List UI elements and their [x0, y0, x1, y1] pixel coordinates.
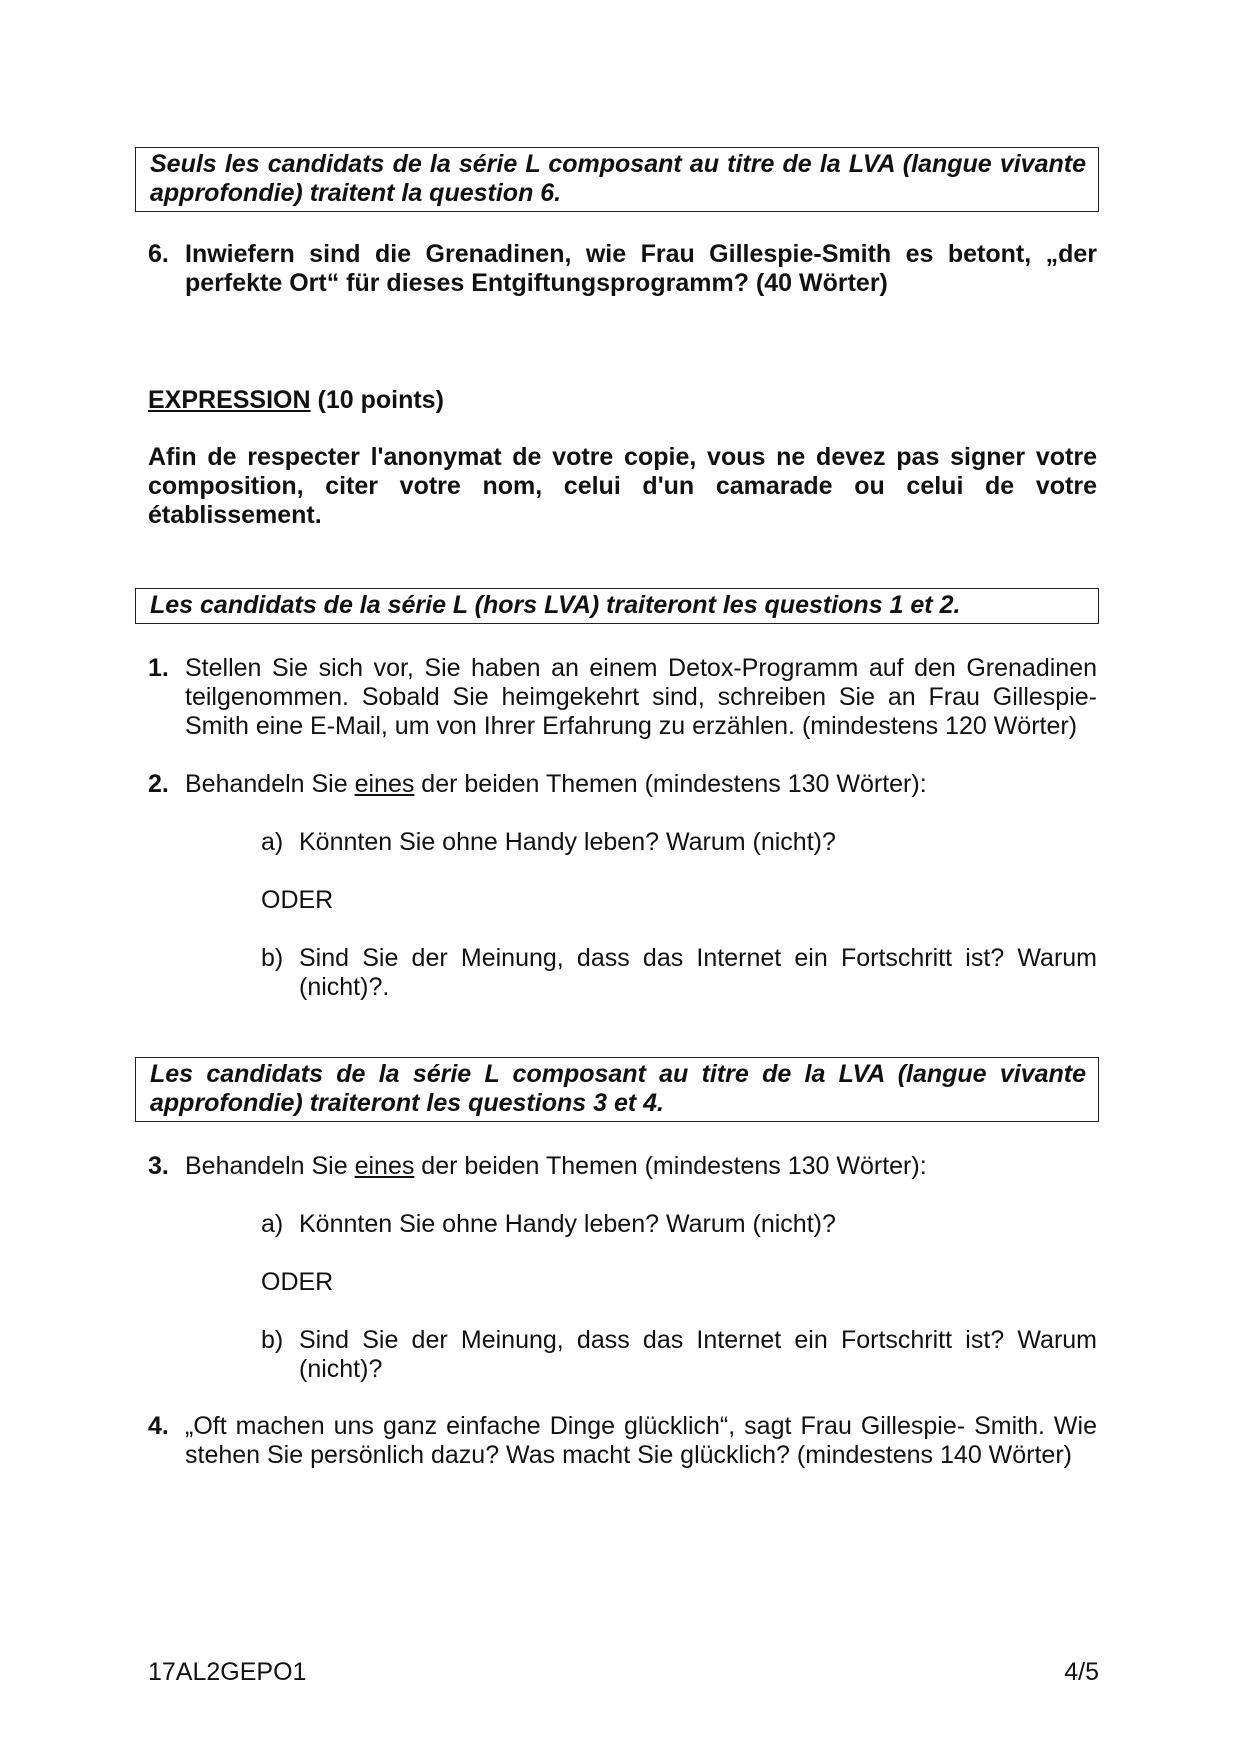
footer-page-number: 4/5 — [1064, 1658, 1099, 1686]
question-2-b-text: Sind Sie der Meinung, dass das Internet ein Fortschritt ist? Warum (nicht)?. — [299, 944, 1097, 1001]
question-2-underlined: eines — [354, 770, 415, 798]
question-3-pre: Behandeln Sie — [185, 1152, 355, 1180]
question-4-text: „Oft machen uns ganz einfache Dinge glücklich“, sagt Frau Gillespie- Smith. Wie stehen Sie persönlich dazu? Was macht Sie glücklich? (mindestens 140 Wörter) — [185, 1412, 1097, 1469]
footer-code: 17AL2GEPO1 — [148, 1658, 307, 1686]
question-3-b-label: b) — [261, 1326, 284, 1354]
question-2-pre: Behandeln Sie — [185, 770, 355, 798]
lva-questions-box — [135, 1057, 1099, 1122]
question-2-text — [185, 770, 1097, 799]
question-2-oder: ODER — [261, 886, 334, 914]
question-3-b-text: Sind Sie der Meinung, dass das Internet ein Fortschritt ist? Warum (nicht)? — [299, 1326, 1097, 1383]
question-3-oder: ODER — [261, 1268, 334, 1296]
non-lva-box — [135, 588, 1099, 624]
question-3-a-text: Könnten Sie ohne Handy leben? Warum (nicht)? — [299, 1210, 836, 1238]
lva-notice-box — [135, 147, 1099, 212]
question-3-post: der beiden Themen (mindestens 130 Wörter): — [414, 1152, 927, 1180]
question-2-a-text: Könnten Sie ohne Handy leben? Warum (nicht)? — [299, 828, 836, 856]
expression-heading — [148, 386, 444, 415]
question-6-number: 6. — [148, 240, 169, 268]
question-3-number: 3. — [148, 1152, 169, 1180]
question-1-text: Stellen Sie sich vor, Sie haben an einem Detox-Programm auf den Grenadinen teilgenommen. Sobald Sie heimgekehrt sind, schreiben Sie an Frau Gillespie-Smith eine E-Mail, um von Ihrer Erfahrung zu erzählen. (mindestens 120 Wörter) — [185, 654, 1097, 740]
question-3-a-label: a) — [261, 1210, 284, 1238]
expression-points: (10 points) — [310, 386, 444, 414]
non-lva-box-text: Les candidats de la série L (hors LVA) traiteront les questions 1 et 2. — [150, 591, 961, 619]
question-2-b-label: b) — [261, 944, 284, 972]
expression-title: EXPRESSION — [148, 386, 311, 414]
question-6-text: Inwiefern sind die Grenadinen, wie Frau Gillespie-Smith es betont, „der perfekte Ort“ für dieses Entgiftungsprogramm? (40 Wörter) — [185, 240, 1097, 297]
question-1-number: 1. — [148, 654, 169, 682]
lva-notice-text: Seuls les candidats de la série L composant au titre de la LVA (langue vivante approfondie) traitent la question 6. — [150, 150, 1086, 207]
question-2-a-label: a) — [261, 828, 284, 856]
question-3-underlined: eines — [354, 1152, 415, 1180]
question-4-number: 4. — [148, 1412, 169, 1440]
question-2-number: 2. — [148, 770, 169, 798]
question-2-post: der beiden Themen (mindestens 130 Wörter): — [414, 770, 927, 798]
question-3-text — [185, 1152, 1097, 1181]
anonymity-notice: Afin de respecter l'anonymat de votre copie, vous ne devez pas signer votre composition, citer votre nom, celui d'un camarade ou celui de votre établissement. — [148, 443, 1097, 529]
lva-questions-box-text: Les candidats de la série L composant au titre de la LVA (langue vivante approfondie) traiteront les questions 3 et 4. — [150, 1060, 1086, 1117]
